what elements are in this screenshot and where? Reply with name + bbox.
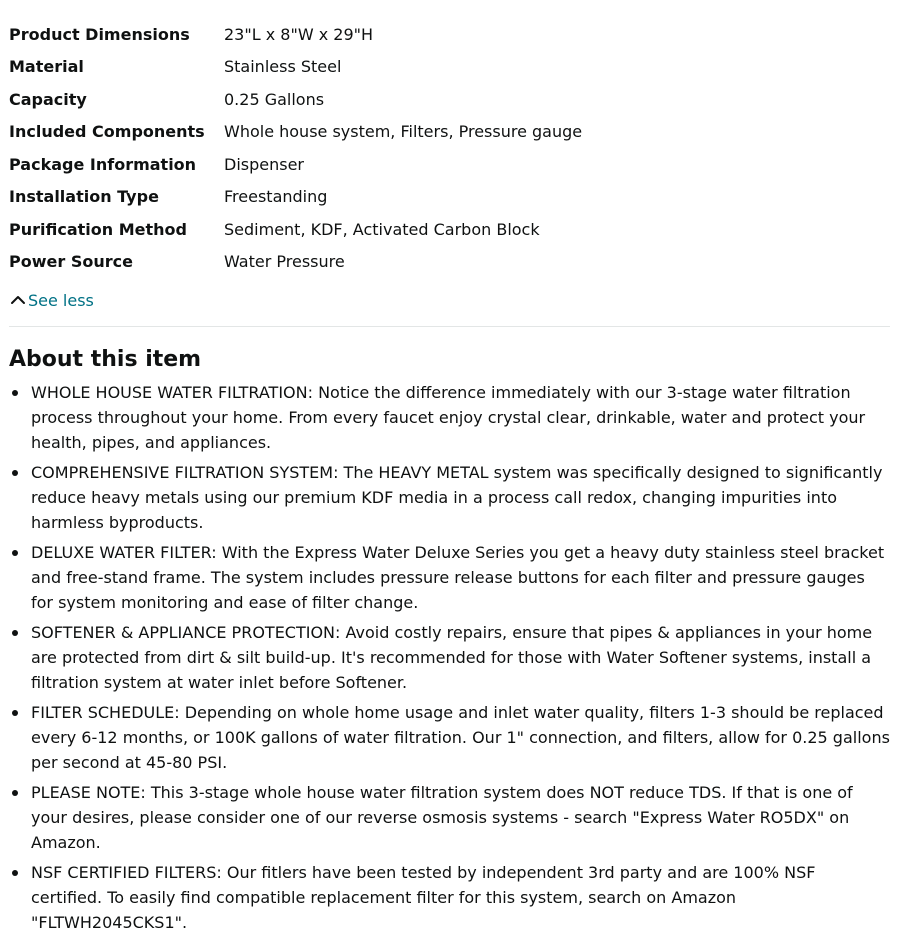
spec-value: Stainless Steel bbox=[224, 57, 342, 77]
about-bullet bbox=[9, 780, 891, 855]
bullet-dot-icon bbox=[12, 870, 18, 876]
chevron-up-icon[interactable] bbox=[9, 293, 27, 307]
bullet-dot-icon bbox=[12, 470, 18, 476]
spec-value: 23"L x 8"W x 29"H bbox=[224, 24, 374, 44]
spec-row bbox=[9, 181, 891, 214]
spec-label: Included Components bbox=[9, 122, 205, 142]
section-divider bbox=[9, 326, 890, 327]
spec-value: Dispenser bbox=[224, 154, 304, 174]
about-bullet bbox=[9, 380, 891, 455]
spec-row bbox=[9, 51, 891, 84]
spec-row bbox=[9, 83, 891, 116]
spec-row bbox=[9, 18, 891, 51]
about-bullet bbox=[9, 540, 891, 615]
about-bullet-text: DELUXE WATER FILTER: With the Express Water Deluxe Series you get a heavy duty stainless steel bracket and free-stand frame. The system includes pressure release buttons for each filter and pressure gauges for system monitoring and ease of filter change. bbox=[31, 543, 885, 612]
about-bullet-text: NSF CERTIFIED FILTERS: Our fitlers have been tested by independent 3rd party and are 100% NSF certified. To easily find compatible replacement filter for this system, search on Amazon "FLTWH2045CKS1". bbox=[31, 863, 816, 932]
see-less-link[interactable] bbox=[9, 288, 891, 312]
about-bullet-text: WHOLE HOUSE WATER FILTRATION: Notice the difference immediately with our 3-stage water filtration process throughout your home. From every faucet enjoy crystal clear, drinkable, water and protect your health, pipes, and appliances. bbox=[31, 383, 866, 452]
spec-label: Purification Method bbox=[9, 219, 187, 239]
bullet-dot-icon bbox=[12, 790, 18, 796]
about-bullet bbox=[9, 860, 891, 935]
spec-row bbox=[9, 246, 891, 279]
about-bullet bbox=[9, 700, 891, 775]
bullet-dot-icon bbox=[12, 550, 18, 556]
spec-row bbox=[9, 116, 891, 149]
spec-label: Material bbox=[9, 57, 84, 77]
spec-value: Freestanding bbox=[224, 187, 328, 207]
spec-value: Whole house system, Filters, Pressure gauge bbox=[224, 122, 583, 142]
bullet-dot-icon bbox=[12, 710, 18, 716]
bullet-dot-icon bbox=[12, 630, 18, 636]
about-bullet-text: COMPREHENSIVE FILTRATION SYSTEM: The HEAVY METAL system was specifically designed to significantly reduce heavy metals using our premium KDF media in a process call redox, changing impurities into harmless byproducts. bbox=[31, 463, 883, 532]
spec-value: 0.25 Gallons bbox=[224, 89, 325, 109]
spec-label: Installation Type bbox=[9, 187, 159, 207]
spec-label: Capacity bbox=[9, 89, 87, 109]
about-bullet-text: PLEASE NOTE: This 3-stage whole house water filtration system does NOT reduce TDS. If that is one of your desires, please consider one of our reverse osmosis systems - search "Express Water RO5DX" on Amazon. bbox=[31, 783, 853, 852]
spec-value: Sediment, KDF, Activated Carbon Block bbox=[224, 219, 540, 239]
spec-label: Package Information bbox=[9, 154, 197, 174]
spec-value: Water Pressure bbox=[224, 252, 345, 272]
spec-table bbox=[9, 18, 891, 278]
see-less-label[interactable]: See less bbox=[28, 290, 94, 310]
spec-row bbox=[9, 148, 891, 181]
about-bullet-list bbox=[9, 380, 891, 935]
about-bullet-text: FILTER SCHEDULE: Depending on whole home usage and inlet water quality, filters 1-3 should be replaced every 6-12 months, or 100K gallons of water filtration. Our 1" connection, and filters, allow for 0.25 gallons per second at 45-80 PSI. bbox=[31, 703, 890, 772]
spec-label: Power Source bbox=[9, 252, 133, 272]
product-details bbox=[9, 0, 891, 940]
about-bullet-text: SOFTENER & APPLIANCE PROTECTION: Avoid costly repairs, ensure that pipes & appliances in your home are protected from dirt & silt build-up. It's recommended for those with Water Softener systems, install a filtration system at water inlet before Softener. bbox=[31, 623, 873, 692]
bullet-dot-icon bbox=[12, 390, 18, 396]
about-title: About this item bbox=[9, 347, 202, 372]
spec-label: Product Dimensions bbox=[9, 24, 190, 44]
about-bullet bbox=[9, 460, 891, 535]
about-bullet bbox=[9, 620, 891, 695]
spec-row bbox=[9, 213, 891, 246]
